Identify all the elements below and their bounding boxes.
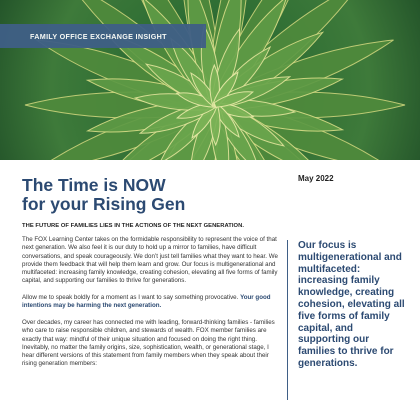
highlighted-statement: Your good intentions may be harming the next generation.	[22, 294, 271, 310]
pull-quote	[287, 240, 405, 400]
paragraph-2-text: Allow me to speak boldly for a moment as I want to say something provocative.	[22, 294, 239, 302]
publication-banner	[0, 24, 206, 48]
title-line-2: for your Rising Gen	[22, 194, 186, 214]
title-line-1: The Time is NOW	[22, 175, 166, 195]
paragraph-3: Over decades, my career has connected me with leading, forward-thinking families - families who care to raise responsible children, and stewards of wealth. FOX member families are exactly that way: mindful of their unique situation and focused on doing the right thing. Inevitably, no matter the family origins, size, sophistication, wealth, or generational stage, I hear different versions of this statement from family members when they speak about their rising generation members:	[22, 318, 275, 368]
article-body	[22, 236, 278, 377]
paragraph-2	[22, 294, 278, 311]
article-title	[22, 176, 272, 214]
publish-date: May 2022	[298, 174, 334, 183]
pull-quote-text: Our focus is multigenerational and multifaceted: increasing family knowledge, creating cohesion, elevating all five forms of family capital, and supporting our families to thrive for generations.	[298, 240, 405, 369]
paragraph-1: The FOX Learning Center takes on the formidable responsibility to represent the voice of that next generation. We also feel it is our duty to hold up a mirror to families, have difficult conversations, and speak courageously. We don’t just tell families what they want to hear. We provide them feedback that will help them learn and grow. Our focus is multigenerational and multifaceted: increasing family knowledge, creating cohesion, elevating all five forms of family capital, and supporting our families to thrive for generations.	[22, 236, 278, 285]
article-subhead: THE FUTURE OF FAMILIES LIES IN THE ACTIONS OF THE NEXT GENERATION.	[22, 223, 244, 229]
banner-text: FAMILY OFFICE EXCHANGE INSIGHT	[30, 31, 167, 41]
